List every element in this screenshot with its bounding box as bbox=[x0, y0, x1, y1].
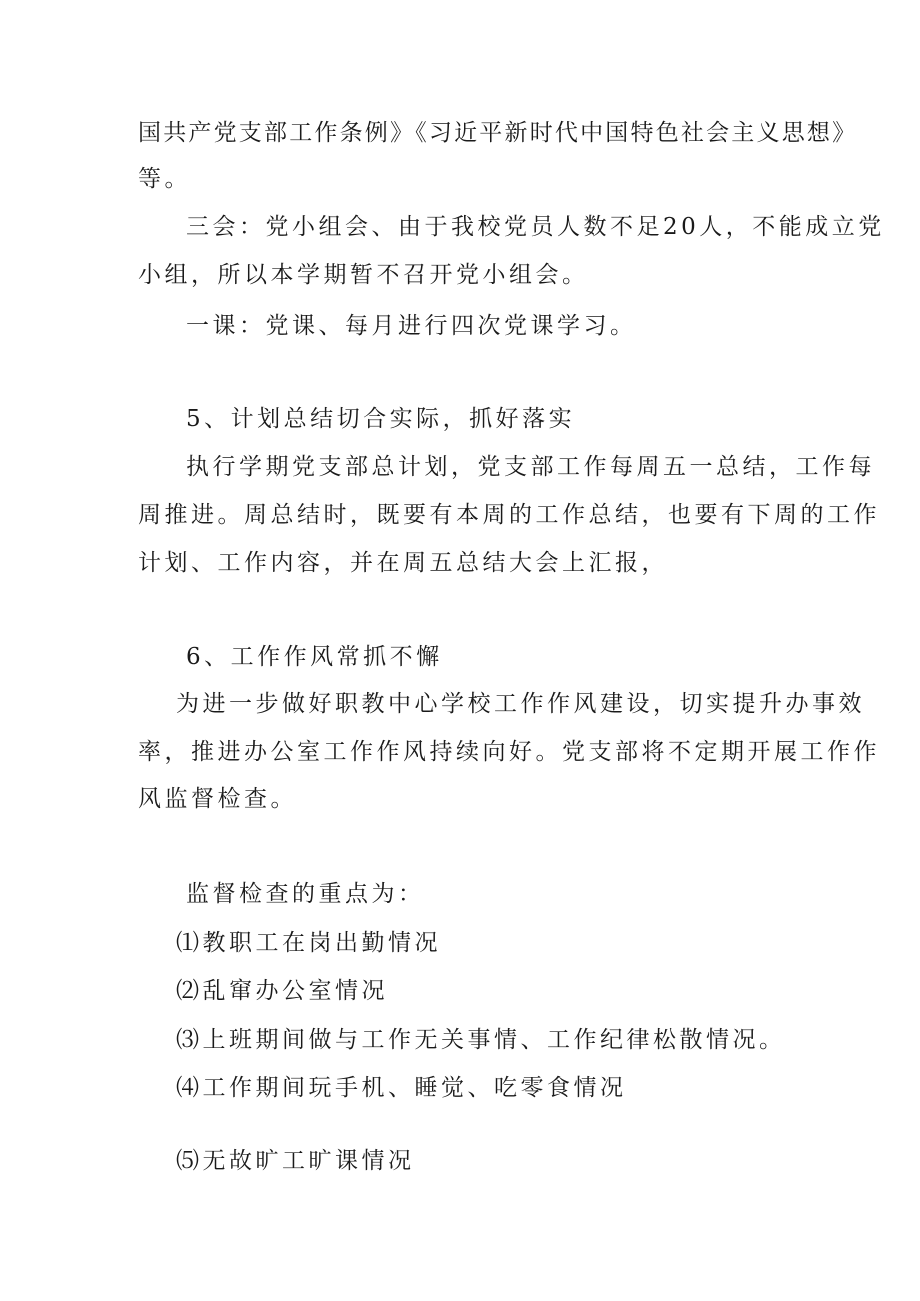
section-6-line-2: 率，推进办公室工作作风持续向好。党支部将不定期开展工作作 bbox=[138, 739, 880, 765]
inspection-item: ⑵乱窜办公室情况 bbox=[176, 978, 388, 1004]
section-5-line-2: 周推进。周总结时，既要有本周的工作总结，也要有下周的工作 bbox=[138, 502, 880, 528]
one-lesson-line-1: 一课：党课、每月进行四次党课学习。 bbox=[186, 313, 637, 339]
inspection-item: ⑴教职工在岗出勤情况 bbox=[176, 930, 441, 956]
section-6-line-3: 风监督检查。 bbox=[138, 786, 297, 812]
section-5-line-3: 计划、工作内容，并在周五总结大会上汇报， bbox=[138, 550, 668, 576]
three-meetings-line-2: 小组，所以本学期暂不召开党小组会。 bbox=[138, 262, 589, 288]
section-5-heading: 5、计划总结切合实际，抓好落实 bbox=[186, 406, 576, 432]
regulations-line-2: 等。 bbox=[138, 166, 191, 192]
inspection-intro: 监督检查的重点为： bbox=[186, 881, 425, 907]
section-6-heading: 6、工作作风常抓不懈 bbox=[186, 644, 443, 670]
inspection-item: ⑸无故旷工旷课情况 bbox=[176, 1148, 415, 1174]
section-6-line-1: 为进一步做好职教中心学校工作作风建设，切实提升办事效 bbox=[176, 691, 865, 717]
regulations-line-1: 国共产党支部工作条例》《习近平新时代中国特色社会主义思想》 bbox=[138, 120, 858, 146]
three-meetings-line-1: 三会：党小组会、由于我校党员人数不足20人，不能成立党 bbox=[186, 214, 885, 240]
inspection-item: ⑷工作期间玩手机、睡觉、吃零食情况 bbox=[176, 1075, 627, 1101]
inspection-item: ⑶上班期间做与工作无关事情、工作纪律松散情况。 bbox=[176, 1027, 786, 1053]
section-5-line-1: 执行学期党支部总计划，党支部工作每周五一总结，工作每 bbox=[186, 454, 875, 480]
